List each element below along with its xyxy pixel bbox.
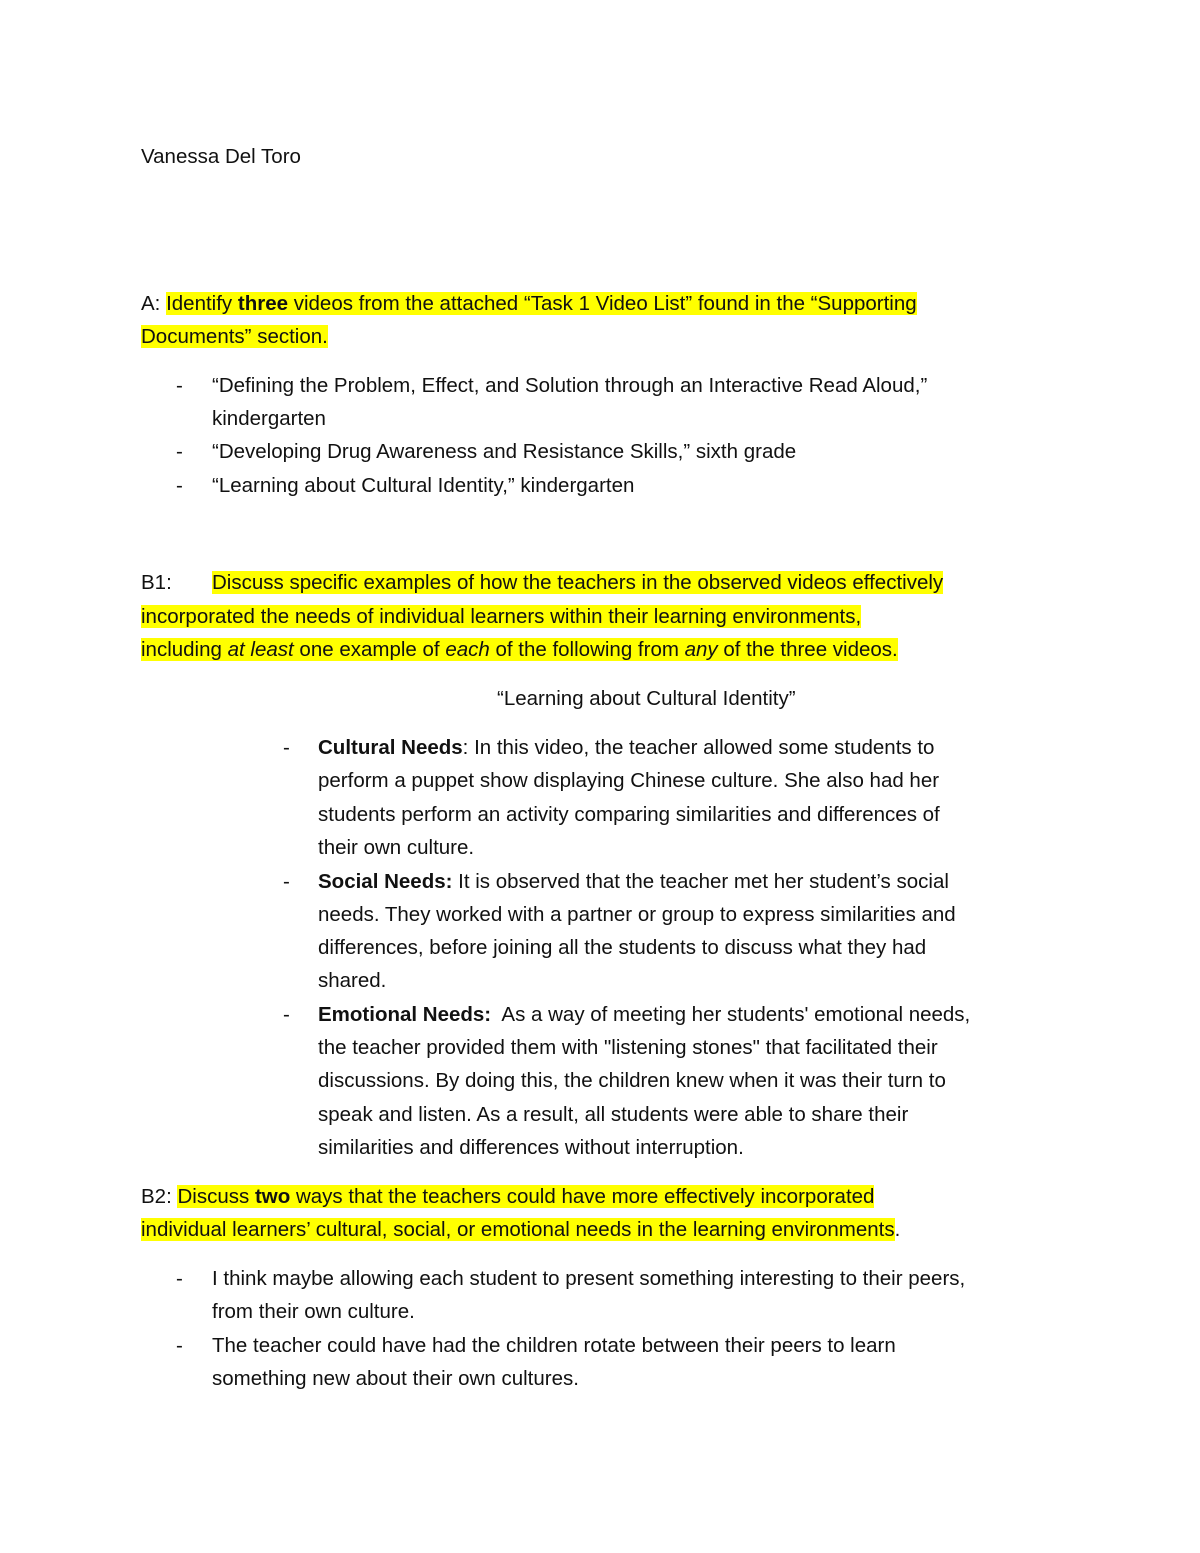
social-needs-line-1: Social Needs: It is observed that the teacher met her student’s social bbox=[318, 870, 949, 893]
emotional-needs-line-2: the teacher provided them with "listening stones" that facilitated their bbox=[318, 1036, 938, 1059]
section-b2-label: B2: bbox=[141, 1185, 172, 1208]
b2-item-1-line-2: from their own culture. bbox=[212, 1300, 415, 1323]
cultural-needs-line-3: students perform an activity comparing similarities and differences of bbox=[318, 803, 940, 826]
section-a-prompt-line-2: Documents” section. bbox=[141, 325, 328, 348]
section-b2-prompt-line-1 bbox=[141, 1180, 874, 1214]
social-needs-line-2: needs. They worked with a partner or group to express similarities and bbox=[318, 903, 956, 926]
social-needs-label: Social Needs: bbox=[318, 870, 453, 893]
section-b1-prompt-line-3: including at least one example of each of the following from any of the three videos. bbox=[141, 638, 898, 661]
bullet-dash: - bbox=[283, 870, 290, 893]
bullet-dash: - bbox=[176, 474, 183, 497]
emotional-needs-line-3: discussions. By doing this, the children knew when it was their turn to bbox=[318, 1069, 946, 1092]
bullet-dash: - bbox=[176, 1267, 183, 1290]
bullet-dash: - bbox=[176, 1334, 183, 1357]
section-a-label: A: bbox=[141, 292, 161, 315]
video-item-2: “Developing Drug Awareness and Resistance Skills,” sixth grade bbox=[212, 440, 797, 463]
video-item-3: “Learning about Cultural Identity,” kindergarten bbox=[212, 474, 635, 497]
section-b1-label: B1: bbox=[141, 571, 172, 594]
section-a-prompt-line-1 bbox=[141, 287, 917, 321]
video-item-1-line-1: “Defining the Problem, Effect, and Solution through an Interactive Read Aloud,” bbox=[212, 374, 928, 397]
cultural-needs-line-1: Cultural Needs: In this video, the teacher allowed some students to bbox=[318, 736, 935, 759]
section-a-prompt-highlight: Identify three videos from the attached “Task 1 Video List” found in the “Supporting bbox=[166, 292, 917, 315]
cultural-needs-line-4: their own culture. bbox=[318, 836, 475, 859]
section-b1-prompt-line-1: Discuss specific examples of how the teachers in the observed videos effectively bbox=[212, 571, 944, 594]
emotional-needs-line-4: speak and listen. As a result, all students were able to share their bbox=[318, 1103, 909, 1126]
observed-video-title: “Learning about Cultural Identity” bbox=[497, 687, 796, 710]
section-b2-prompt-line-2: individual learners’ cultural, social, or emotional needs in the learning environments. bbox=[141, 1218, 901, 1241]
bullet-dash: - bbox=[176, 440, 183, 463]
author-name: Vanessa Del Toro bbox=[141, 145, 301, 168]
bullet-dash: - bbox=[283, 736, 290, 759]
section-b2-prompt-highlight: Discuss two ways that the teachers could have more effectively incorporated bbox=[177, 1185, 875, 1208]
section-b1-prompt-line-2: incorporated the needs of individual learners within their learning environments, bbox=[141, 605, 862, 628]
b2-item-1-line-1: I think maybe allowing each student to present something interesting to their peers, bbox=[212, 1267, 966, 1290]
social-needs-line-4: shared. bbox=[318, 969, 387, 992]
emotional-needs-label: Emotional Needs: bbox=[318, 1003, 492, 1026]
bullet-dash: - bbox=[176, 374, 183, 397]
bullet-dash: - bbox=[283, 1003, 290, 1026]
emotional-needs-line-1: Emotional Needs: As a way of meeting her students' emotional needs, bbox=[318, 1003, 971, 1026]
social-needs-line-3: differences, before joining all the students to discuss what they had bbox=[318, 936, 927, 959]
b2-item-2-line-2: something new about their own cultures. bbox=[212, 1367, 579, 1390]
emotional-needs-line-5: similarities and differences without interruption. bbox=[318, 1136, 744, 1159]
cultural-needs-label: Cultural Needs bbox=[318, 736, 463, 759]
b2-item-2-line-1: The teacher could have had the children rotate between their peers to learn bbox=[212, 1334, 896, 1357]
video-item-1-line-2: kindergarten bbox=[212, 407, 326, 430]
cultural-needs-line-2: perform a puppet show displaying Chinese culture. She also had her bbox=[318, 769, 940, 792]
